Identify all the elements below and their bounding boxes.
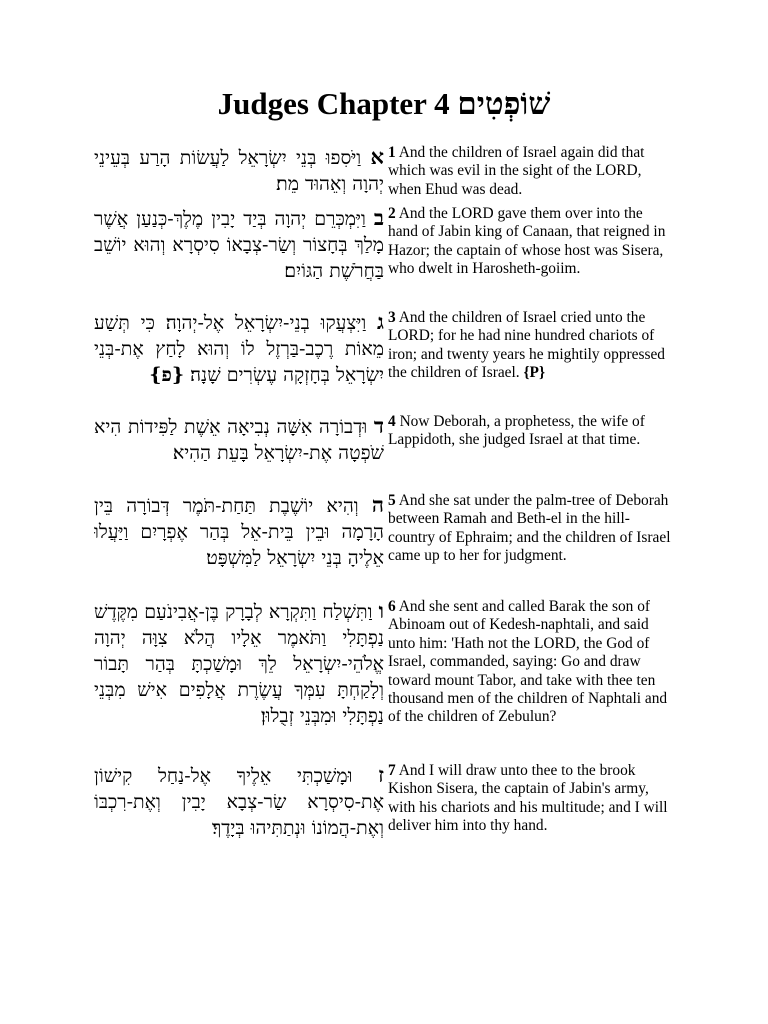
- hebrew-verse-number: ד: [373, 413, 384, 438]
- english-verse-number: 3: [388, 309, 396, 326]
- hebrew-verse-text: וַיֹּסִפוּ בְּנֵי יִשְׂרָאֵל לַעֲשׂוֹת הָרַע בְּעֵינֵי יְהוָה וְאֵהוּד מֵת׃: [94, 147, 384, 195]
- hebrew-verse-1: [94, 144, 384, 197]
- english-verse-6: [388, 598, 674, 727]
- english-verse-2: [388, 205, 674, 279]
- english-verse-text: And the children of Israel cried unto the LORD; for he had nine hundred chariots of iron; and twenty years he mightily oppressed the children of Israel.: [388, 309, 665, 382]
- hebrew-verse-number: ה: [371, 492, 384, 517]
- english-verse-number: 7: [388, 762, 396, 779]
- english-verse-text: And she sat under the palm-tree of Deborah between Ramah and Beth-el in the hill-country of Ephraim; and the children of Israel came up to her for judgment.: [388, 492, 671, 565]
- hebrew-petucha-mark: {פ}: [149, 364, 185, 386]
- hebrew-verse-text: וְהִיא יוֹשֶׁבֶת תַּחַת-תֹּמֶר דְּבוֹרָה בֵּין הָרָמָה וּבֵין בֵּית-אֵל בְּהַר אֶפְרָיִם וַיַּעֲלוּ אֵלֶיהָ בְּנֵי יִשְׂרָאֵל לַמִּשְׁפָּט׃: [94, 495, 384, 569]
- hebrew-verse-5: [94, 492, 384, 571]
- hebrew-verse-text: וּדְבוֹרָה אִשָּׁה נְבִיאָה אֵשֶׁת לַפִּידוֹת הִיא שֹׁפְטָה אֶת-יִשְׂרָאֵל בָּעֵת הַהִיא׃: [94, 416, 384, 464]
- english-verse-number: 6: [388, 598, 396, 615]
- english-verse-4: [388, 413, 674, 450]
- hebrew-verse-4: [94, 413, 384, 466]
- english-verse-number: 5: [388, 492, 396, 509]
- english-verse-text: Now Deborah, a prophetess, the wife of Lappidoth, she judged Israel at that time.: [388, 413, 645, 449]
- english-verse-3: [388, 309, 674, 383]
- english-verse-number: 4: [388, 413, 396, 430]
- english-verse-number: 2: [388, 205, 396, 222]
- hebrew-verse-number: ו: [378, 598, 384, 623]
- page-title-hebrew: שׁוֹפְטִים: [457, 86, 551, 122]
- english-verse-text: And the LORD gave them over into the hand of Jabin king of Canaan, that reigned in Hazor; the captain of whose host was Sisera, who dwelt in Harosheth-goiim.: [388, 205, 666, 278]
- hebrew-verse-3: [94, 309, 384, 388]
- hebrew-verse-number: א: [370, 144, 384, 169]
- english-verse-1: [388, 144, 674, 199]
- hebrew-verse-text: וַיִּמְכְּרֵם יְהוָה בְּיַד יָבִין מֶלֶךְ-כְּנַעַן אֲשֶׁר מָלַךְ בְּחָצוֹר וְשַׂר-צְבָאוֹ סִיסְרָא וְהוּא יוֹשֵׁב בַּחֲרֹשֶׁת הַגּוֹיִם׃: [94, 208, 384, 282]
- hebrew-verse-number: ב: [373, 205, 384, 230]
- hebrew-verse-text: וַתִּשְׁלַח וַתִּקְרָא לְבָרָק בֶּן-אֲבִינֹעַם מִקֶּדֶשׁ נַפְתָּלִי וַתֹּאמֶר אֵלָיו הֲלֹא צִוָּה יְהוָה אֱלֹהֵי-יִשְׂרָאֵל לֵךְ וּמָשַׁכְתָּ בְּהַר תָּבוֹר וְלָקַחְתָּ עִמְּךָ עֲשֶׂרֶת אֲלָפִים אִישׁ מִבְּנֵי נַפְתָּלִי וּמִבְּנֵי זְבֻלוּן׃: [94, 601, 384, 727]
- english-petucha-mark: {P}: [523, 364, 546, 382]
- hebrew-verse-number: ג: [377, 309, 384, 334]
- page-title-english: Judges Chapter 4: [217, 86, 450, 121]
- english-verse-7: [388, 762, 674, 836]
- english-verse-5: [388, 492, 674, 566]
- english-verse-number: 1: [388, 144, 396, 161]
- hebrew-verse-text: וּמָשַׁכְתִּי אֵלֶיךָ אֶל-נַחַל קִישׁוֹן אֶת-סִיסְרָא שַׂר-צְבָא יָבִין וְאֶת-רִכְבּוֹ וְאֶת-הֲמוֹנוֹ וּנְתַתִּיהוּ בְּיָדֶךָ׃: [94, 765, 384, 839]
- hebrew-verse-6: [94, 598, 384, 729]
- hebrew-verse-7: [94, 762, 384, 841]
- page-title: [0, 84, 768, 124]
- hebrew-verse-text: וַיִּצְעֲקוּ בְנֵי-יִשְׂרָאֵל אֶל-יְהוָה׃ כִּי תְּשַׁע מֵאוֹת רֶכֶב-בַּרְזֶל לוֹ וְהוּא לָחַץ אֶת-בְּנֵי יִשְׂרָאֵל בְּחָזְקָה עֶשְׂרִים שָׁנָה׃: [94, 312, 384, 386]
- english-verse-text: And the children of Israel again did that which was evil in the sight of the LORD, when Ehud was dead.: [388, 144, 645, 198]
- english-verse-text: And I will draw unto thee to the brook Kishon Sisera, the captain of Jabin's army, with his chariots and his multitude; and I will deliver him into thy hand.: [388, 762, 668, 835]
- hebrew-verse-2: [94, 205, 384, 284]
- english-verse-text: And she sent and called Barak the son of Abinoam out of Kedesh-naphtali, and said unto him: 'Hath not the LORD, the God of Israel, commanded, saying: Go and draw toward mount Tabor, and take with thee ten thousand men of the children of Naphtali and of the children of Zebulun?: [388, 598, 668, 726]
- hebrew-verse-number: ז: [378, 762, 384, 787]
